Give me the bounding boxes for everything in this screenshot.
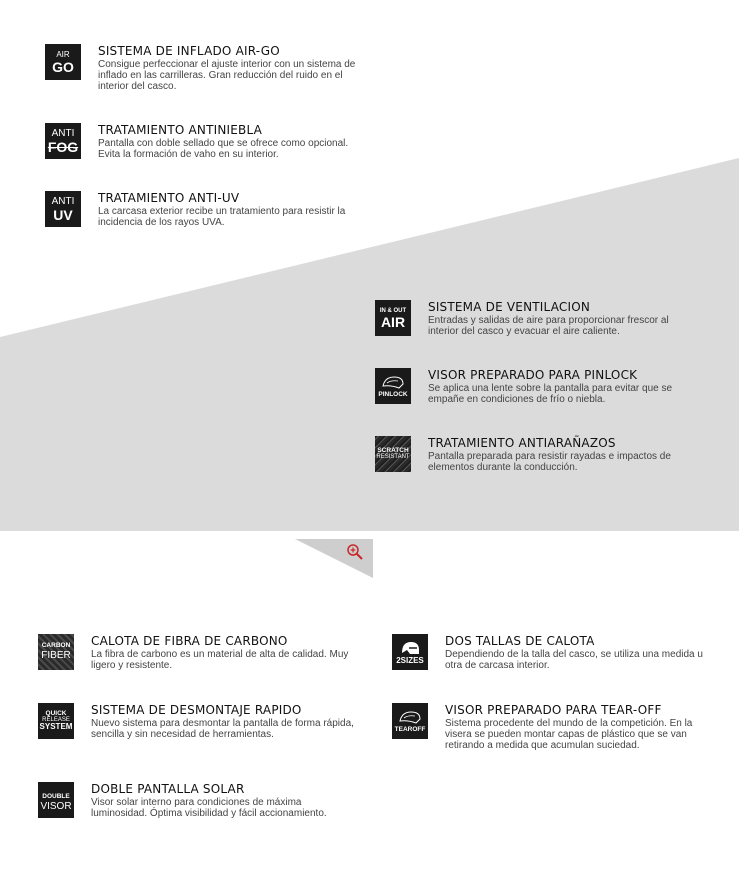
feature-title: CALOTA DE FIBRA DE CARBONO (91, 634, 288, 648)
feature-tear-off (392, 703, 692, 751)
feature-title: SISTEMA DE VENTILACION (428, 300, 591, 314)
feature-desc: Pantalla preparada para resistir rayadas e impactos de elementos durante la conducción. (428, 451, 671, 473)
feature-quick-release (38, 703, 354, 740)
feature-title: TRATAMIENTO ANTIARAÑAZOS (428, 436, 616, 450)
feature-desc: La carcasa exterior recibe un tratamiento para resistir la incidencia de los rayos UVA. (98, 206, 346, 228)
feature-desc: Se aplica una lente sobre la pantalla para evitar que se empañe en condiciones de frío o niebla. (428, 383, 673, 405)
feature-title: VISOR PREPARADO PARA TEAR-OFF (445, 703, 662, 717)
feature-title: DOS TALLAS DE CALOTA (445, 634, 595, 648)
tear-off-icon: TEAROFF (392, 703, 428, 739)
in-out-air-icon: IN & OUT AIR (375, 300, 411, 336)
feature-desc: Pantalla con doble sellado que se ofrece como opcional. Evita la formación de vaho en su interior. (98, 138, 349, 160)
visor-icon (379, 374, 407, 392)
feature-title: DOBLE PANTALLA SOLAR (91, 782, 245, 796)
pinlock-icon: PINLOCK (375, 368, 411, 404)
feature-air-go (45, 44, 355, 92)
feature-double-visor (38, 782, 327, 819)
double-visor-icon: DOUBLE VISOR (38, 782, 74, 818)
feature-desc: Consigue perfeccionar el ajuste interior con un sistema de inflado en las carrilleras. Gran reducción del ruido en el interior del casco. (98, 59, 356, 92)
feature-desc: Entradas y salidas de aire para proporcionar frescor al interior del casco y evacuar el aire caliente. (428, 315, 669, 337)
feature-scratch-resistant (375, 436, 671, 473)
feature-carbon-fiber (38, 634, 348, 671)
feature-desc: La fibra de carbono es un material de alta de calidad. Muy ligero y resistente. (91, 649, 349, 671)
feature-desc: Sistema procedente del mundo de la competición. En la visera se pueden montar capas de plástico que se van retirando a medida que acumulan suciedad. (445, 718, 693, 751)
anti-uv-icon: ANTI UV (45, 191, 81, 227)
feature-desc: Dependiendo de la talla del casco, se utiliza una medida u otra de carcasa interior. (445, 649, 703, 671)
two-sizes-icon: 2SIZES (392, 634, 428, 670)
feature-desc: Nuevo sistema para desmontar la pantalla de forma rápida, sencilla y sin necesidad de herramientas. (91, 718, 354, 740)
anti-fog-icon: ANTI FOG (45, 123, 81, 159)
feature-anti-uv (45, 191, 345, 228)
feature-title: SISTEMA DE DESMONTAJE RAPIDO (91, 703, 302, 717)
feature-title: VISOR PREPARADO PARA PINLOCK (428, 368, 638, 382)
scratch-resistant-icon: SCRATCH RESISTANT (375, 436, 411, 472)
feature-title: TRATAMIENTO ANTI-UV (98, 191, 240, 205)
helmet-icon (396, 639, 424, 657)
feature-two-sizes (392, 634, 703, 671)
carbon-fiber-icon: CARBON FIBER (38, 634, 74, 670)
quick-release-icon: QUICK RELEASE SYSTEM (38, 703, 74, 739)
feature-ventilation (375, 300, 669, 337)
feature-title: TRATAMIENTO ANTINIEBLA (98, 123, 263, 137)
feature-title: SISTEMA DE INFLADO AIR-GO (98, 44, 280, 58)
feature-desc: Visor solar interno para condiciones de máxima luminosidad. Óptima visibilidad y fácil accionamiento. (91, 797, 327, 819)
zoom-button[interactable] (295, 539, 373, 578)
feature-pinlock (375, 368, 672, 405)
feature-anti-fog (45, 123, 348, 160)
air-go-icon: AIR GO (45, 44, 81, 80)
visor-icon (396, 709, 424, 727)
